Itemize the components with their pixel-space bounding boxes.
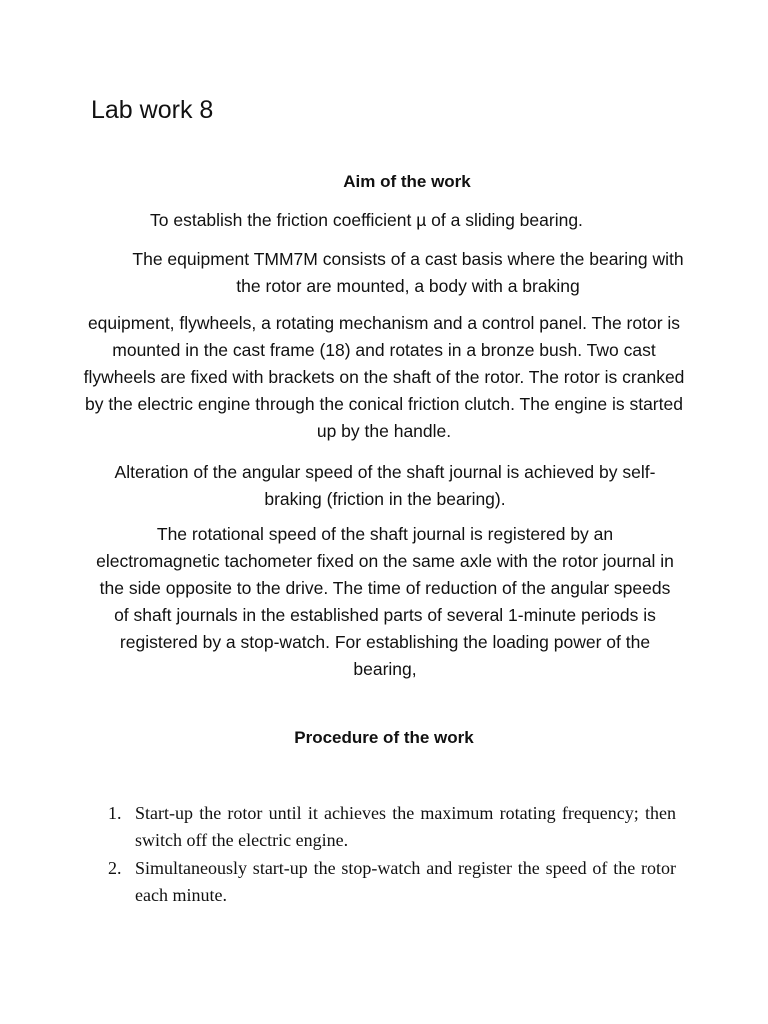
alteration-paragraph: Alteration of the angular speed of the shaft journal is achieved by self-braking (friction in the bearing). (114, 462, 656, 509)
procedure-step (108, 855, 676, 909)
procedure-step (108, 800, 676, 854)
step-number: 1. (108, 803, 122, 823)
step-text: Start-up the rotor until it achieves the maximum rotating frequency; then switch off the electric engine. (135, 803, 676, 850)
equipment-paragraph-part-2: equipment, flywheels, a rotating mechanism and a control panel. The rotor is mounted in the cast frame (18) and rotates in a bronze bush. Two cast flywheels are fixed with brackets on the shaft of the rotor. The rotor is cranked by the electric engine through the conical friction clutch. The engine is started up by the handle. (83, 313, 685, 441)
procedure-steps-list (108, 800, 676, 910)
aim-paragraph: To establish the friction coefficient µ of a sliding bearing. (150, 210, 583, 230)
procedure-heading: Procedure of the work (294, 728, 474, 747)
rotational-speed-paragraph: The rotational speed of the shaft journal is registered by an electromagnetic tachometer fixed on the same axle with the rotor journal in the side opposite to the drive. The time of reduction of the angular speeds of shaft journals in the established parts of several 1-minute periods is registered by a stop-watch. For establishing the loading power of the bearing, (96, 524, 674, 679)
equipment-paragraph-part-1: The equipment TMM7M consists of a cast basis where the bearing with the rotor are mounted, a body with a braking (132, 249, 684, 296)
step-text: Simultaneously start-up the stop-watch and register the speed of the rotor each minute. (135, 858, 676, 905)
step-number: 2. (108, 858, 122, 878)
document-title: Lab work 8 (91, 96, 214, 124)
aim-heading: Aim of the work (343, 172, 471, 191)
